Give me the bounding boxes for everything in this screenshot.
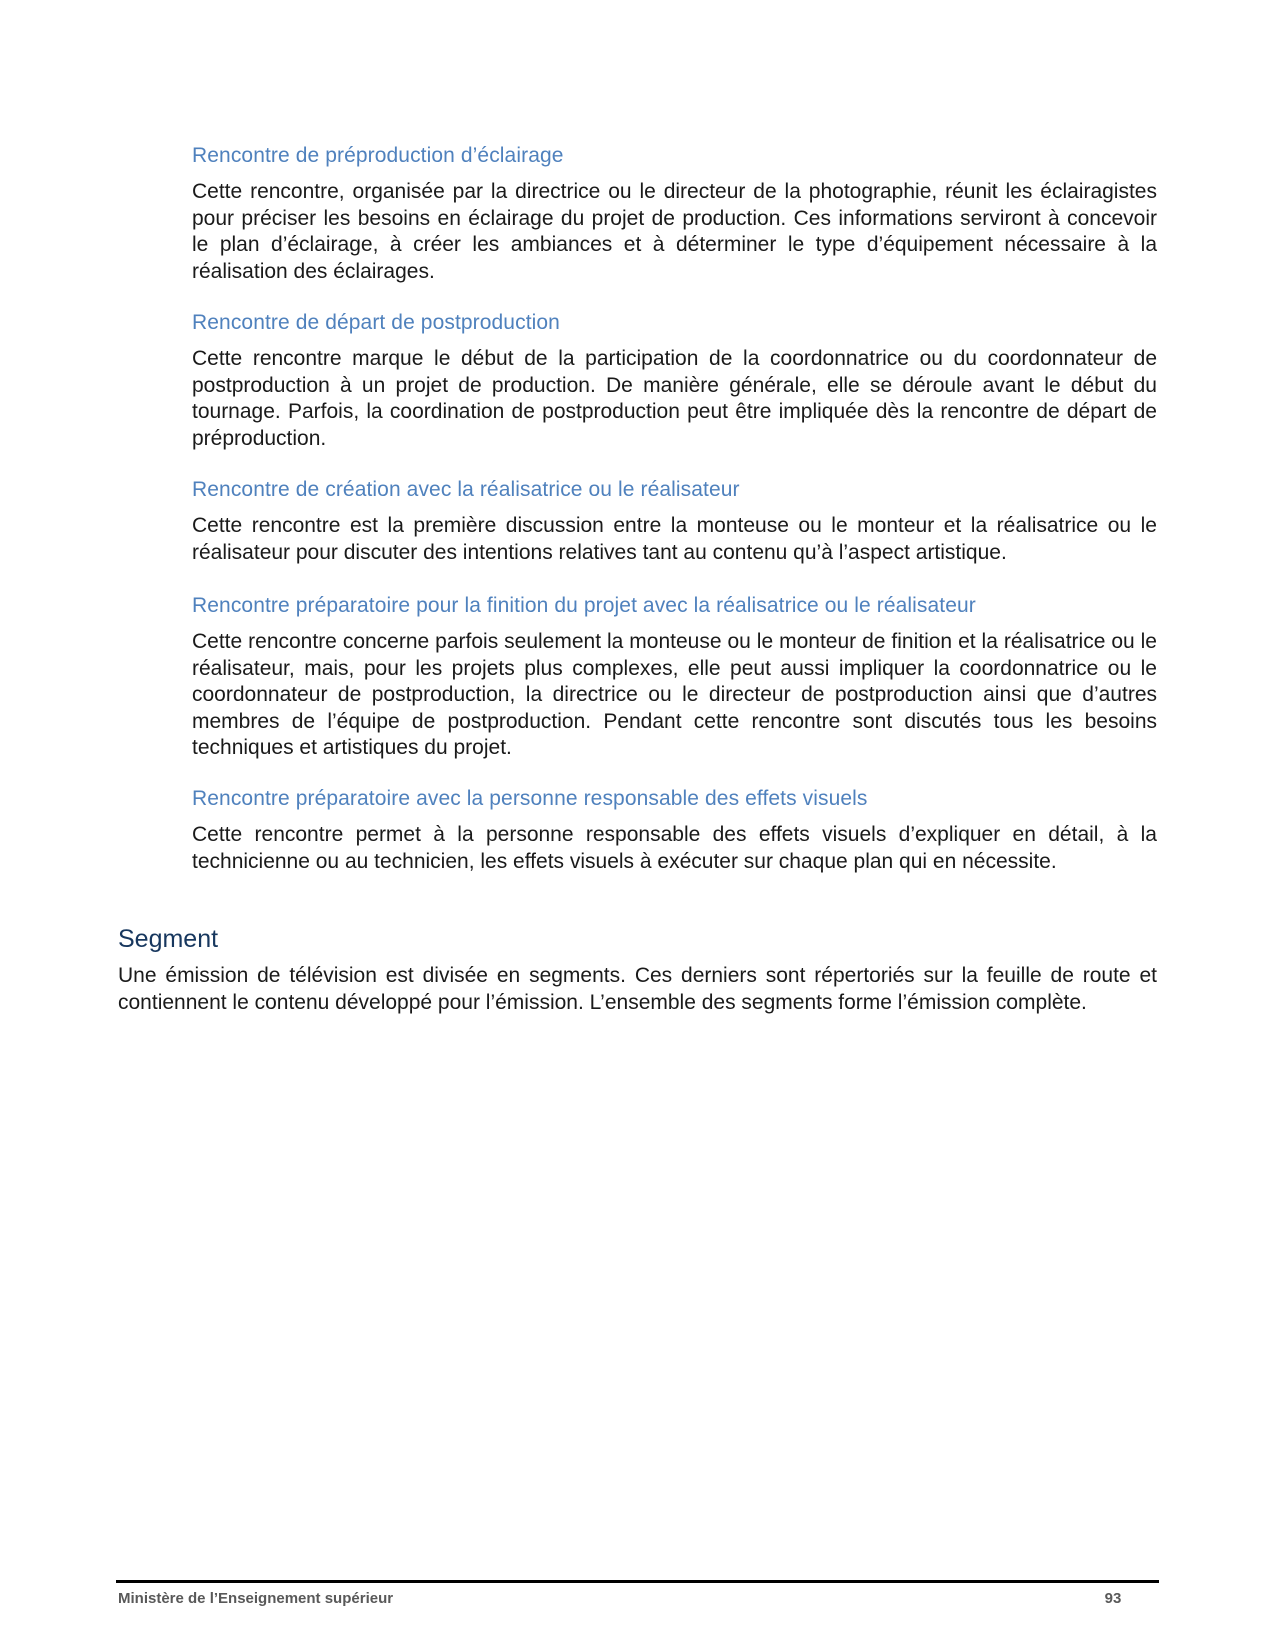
section-paragraph: Cette rencontre concerne parfois seulement la monteuse ou le monteur de finition et la réalisatrice ou le réalisateur, mais, pour les projets plus complexes, elle peut aussi impliquer la coordonnatrice ou le coordonnateur de postproduction, la directrice ou le directeur de postproduction ainsi que d’autres membres de l’équipe de postproduction. Pendant cette rencontre sont discutés tous les besoins techniques et artistiques du projet. xyxy=(192,630,1157,759)
section-depart-postproduction xyxy=(192,310,1157,452)
section-paragraph: Cette rencontre permet à la personne responsable des effets visuels d’expliquer en détail, à la technicienne ou au technicien, les effets visuels à exécuter sur chaque plan qui en nécessite. xyxy=(192,823,1157,873)
section-creation xyxy=(192,477,1157,566)
section-paragraph: Cette rencontre, organisée par la directrice ou le directeur de la photographie, réunit les éclairagistes pour préciser les besoins en éclairage du projet de production. Ces informations serviront à concevoir le plan d’éclairage, à créer les ambiances et à déterminer le type d’équipement nécessaire à la réalisation des éclairages. xyxy=(192,180,1157,283)
section-segment xyxy=(118,924,1157,1016)
section-heading: Rencontre de création avec la réalisatrice ou le réalisateur xyxy=(192,478,740,501)
section-paragraph: Cette rencontre marque le début de la participation de la coordonnatrice ou du coordonnateur de postproduction à un projet de production. De manière générale, elle se déroule avant le début du tournage. Parfois, la coordination de postproduction peut être impliquée dès la rencontre de départ de préproduction. xyxy=(192,347,1157,450)
section-heading: Rencontre de départ de postproduction xyxy=(192,311,560,334)
section-heading: Rencontre préparatoire pour la finition du projet avec la réalisatrice ou le réalisateur xyxy=(192,594,976,617)
section-eclairage xyxy=(192,143,1157,285)
segment-paragraph: Une émission de télévision est divisée en segments. Ces derniers sont répertoriés sur la feuille de route et contiennent le contenu développé pour l’émission. L’ensemble des segments forme l’émission complète. xyxy=(118,964,1157,1014)
section-heading: Rencontre préparatoire avec la personne responsable des effets visuels xyxy=(192,787,868,810)
page-number: 93 xyxy=(1104,1590,1122,1607)
section-paragraph: Cette rencontre est la première discussion entre la monteuse ou le monteur et la réalisatrice ou le réalisateur pour discuter des intentions relatives tant au contenu qu’à l’aspect artistique. xyxy=(192,514,1157,564)
segment-heading: Segment xyxy=(118,925,219,953)
section-finition xyxy=(192,593,1157,762)
footer-ministry: Ministère de l’Enseignement supérieur xyxy=(118,1590,394,1607)
footer-divider xyxy=(116,1580,1159,1583)
section-effets-visuels xyxy=(192,786,1157,875)
section-heading: Rencontre de préproduction d’éclairage xyxy=(192,144,564,167)
